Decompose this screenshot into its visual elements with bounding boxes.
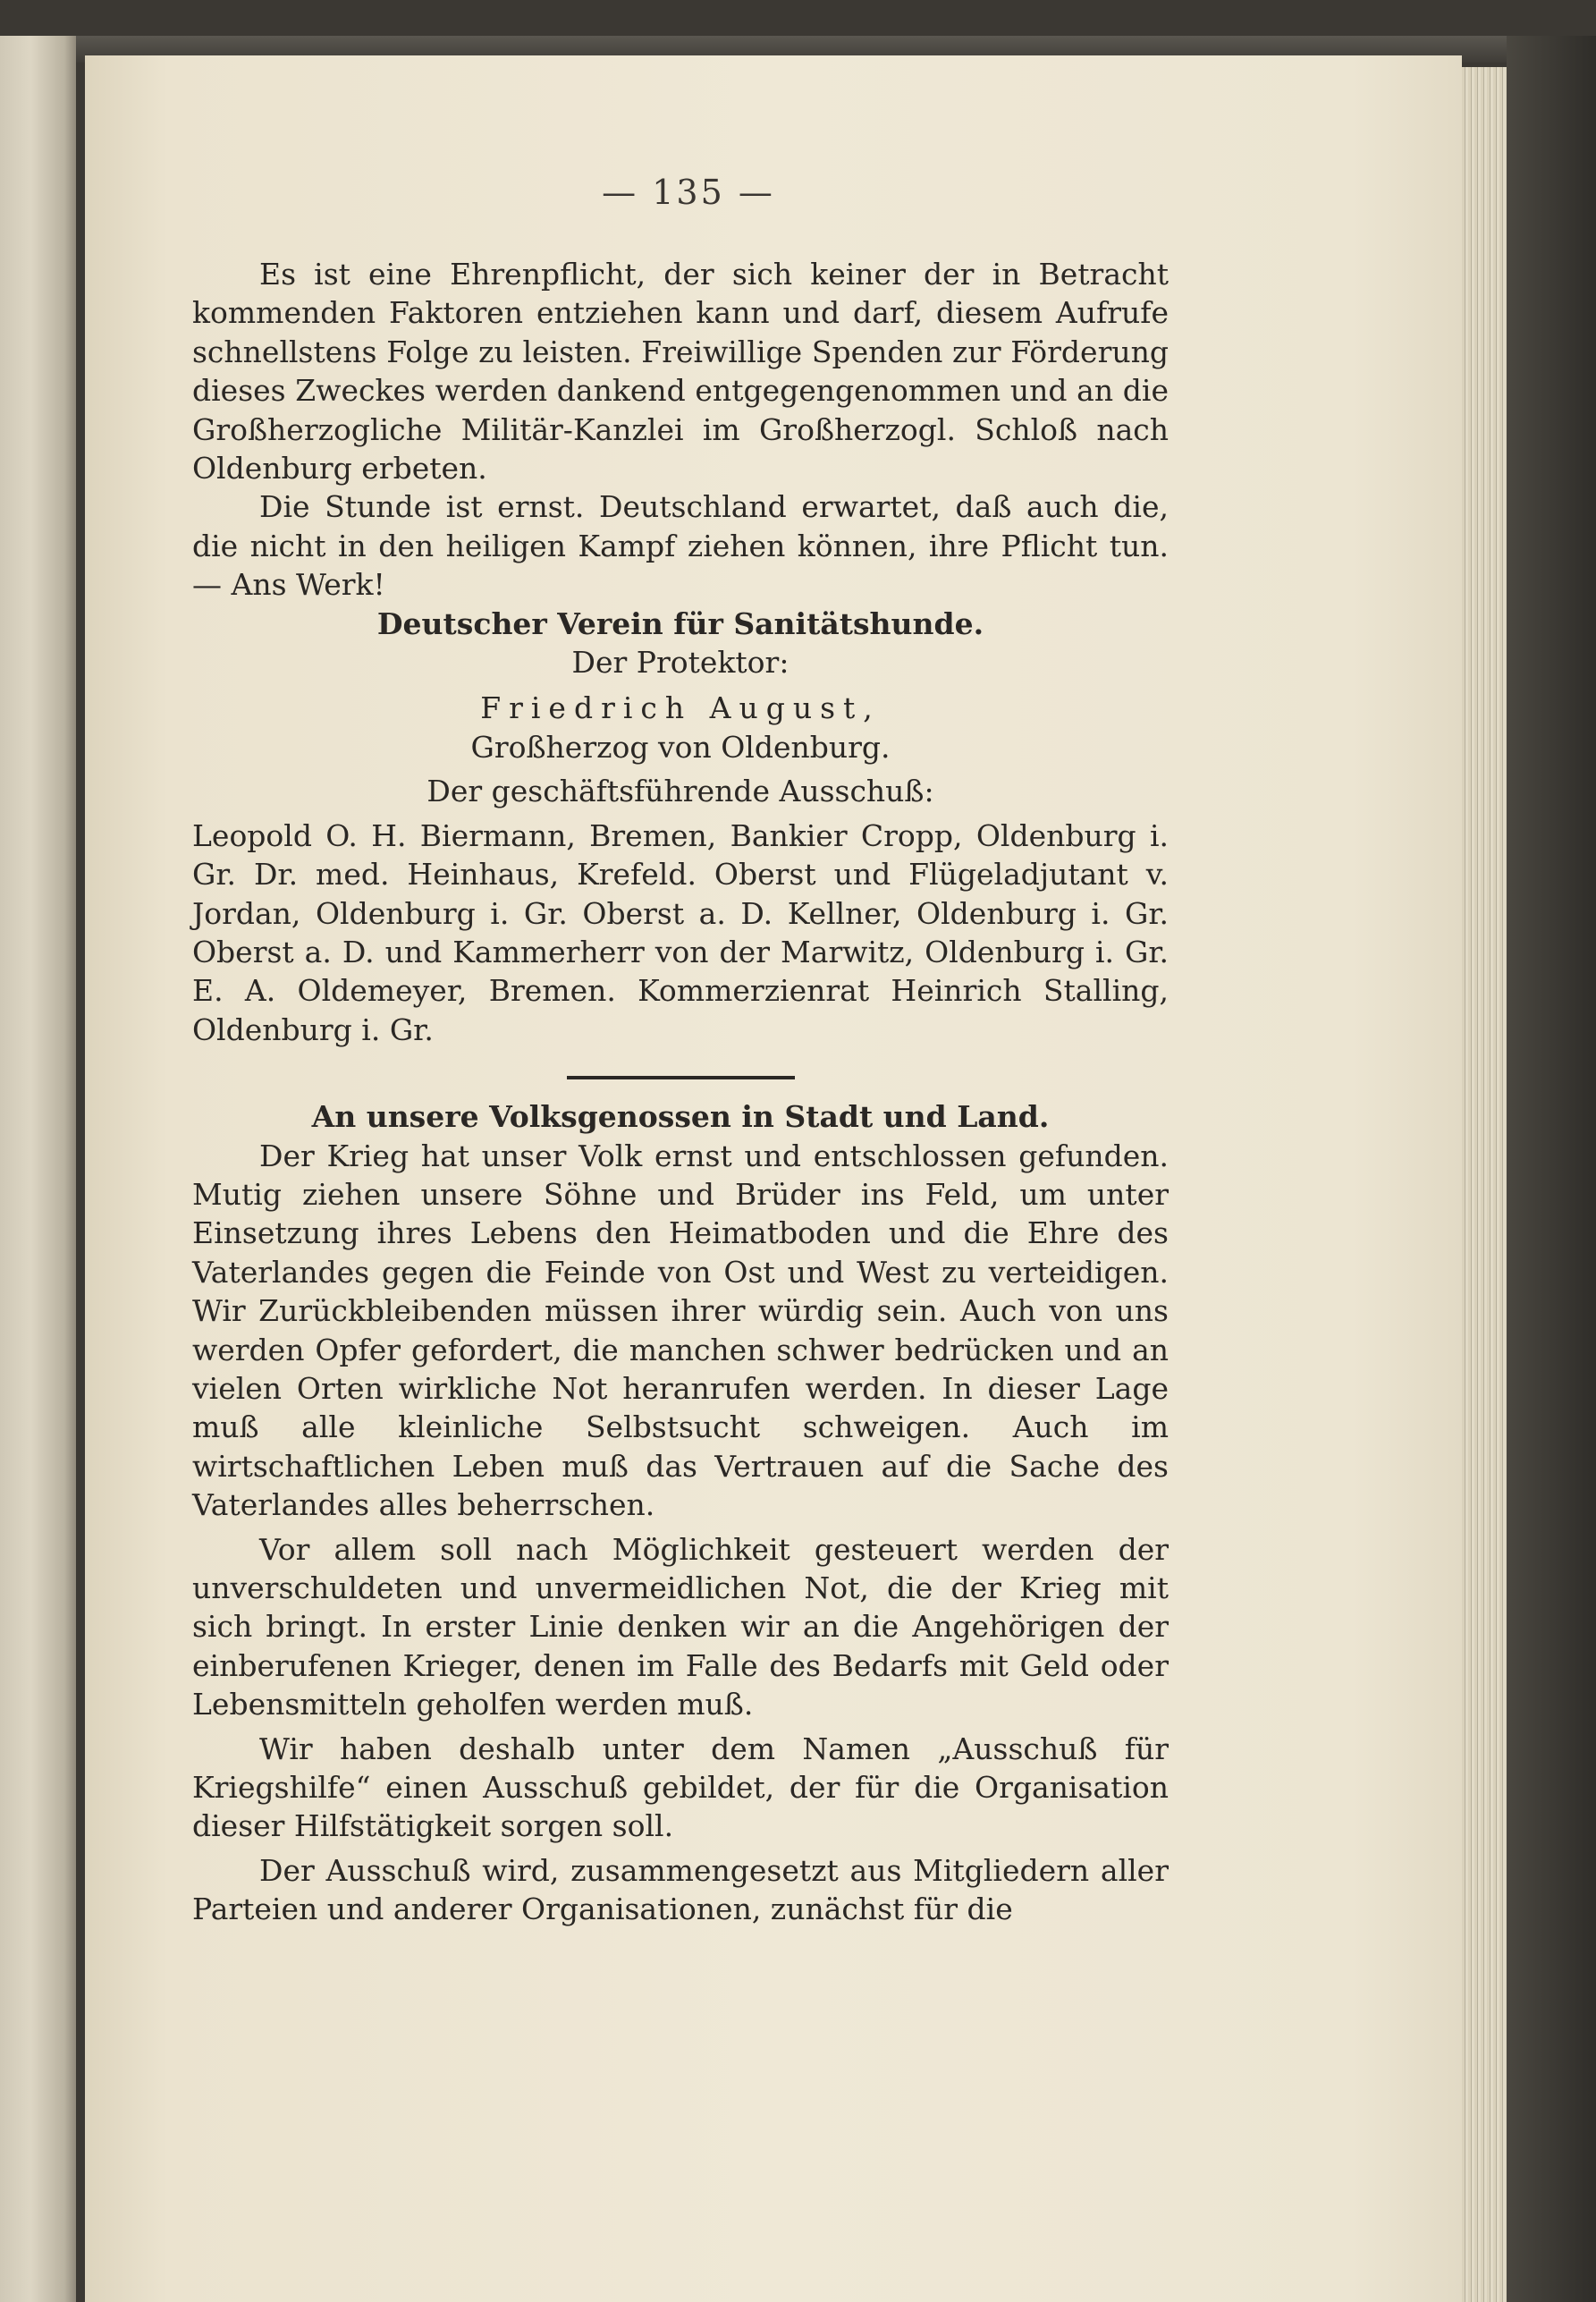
committee-members: Leopold O. H. Biermann, Bremen, Bankier Cropp, Oldenburg i. Gr. Dr. med. Heinhaus, Krefeld. Oberst und Flügeladjutant v. Jordan, Oldenburg i. Gr. Oberst a. D. Kellner, Oldenburg i. Gr. Oberst a. D. und Kammerherr von der Marwitz, Oldenburg i. Gr. E. A. Oldemeyer, Bremen. Kommerzienrat Heinrich Stalling, Oldenburg i. Gr.	[192, 817, 1169, 1047]
book-cover-right	[1507, 36, 1596, 2302]
paragraph: Der Krieg hat unser Volk ernst und entschlossen gefunden. Mutig ziehen unsere Söhne und Brüder ins Feld, um unter Einsetzung ihres Lebens den Heimatboden und die Ehre des Vaterlandes gegen die Feinde von Ost und West zu verteidigen. Wir Zurückbleibenden müssen ihrer würdig sein. Auch von uns werden Opfer gefordert, die manchen schwer bedrücken und an vielen Orten wirkliche Not heranrufen werden. In dieser Lage muß alle kleinliche Selbstsucht schweigen. Auch im wirtschaftlichen Leben muß das Vertrauen auf die Sache des Vaterlandes alles beherrschen.	[192, 1138, 1169, 1523]
org-title: Deutscher Verein für Sanitätshunde.	[376, 605, 984, 641]
section-title: An unsere Volksgenossen in Stadt und Land.	[311, 1099, 1050, 1135]
paragraph: Es ist eine Ehrenpflicht, der sich keiner der in Betracht kommenden Faktoren entziehen kann und darf, diesem Aufrufe schnellstens Folge zu leisten. Freiwillige Spenden zur Förderung dieses Zweckes werden dankend entgegengenommen und an die Großherzogliche Militär-Kanzlei im Großherzogl. Schloß nach Oldenburg erbeten.	[192, 257, 1169, 487]
paragraph: Die Stunde ist ernst. Deutschland erwartet, daß auch die, die nicht in den heiligen Kampf ziehen können, ihre Pflicht tun. — Ans Werk!	[192, 489, 1169, 603]
page-text	[192, 255, 1169, 1929]
paragraph: Der Ausschuß wird, zusammengesetzt aus Mitgliedern aller Parteien und anderer Organisationen, zunächst für die	[192, 1852, 1169, 1927]
protector-name: Friedrich August,	[480, 690, 881, 726]
committee-label: Der geschäftsführende Ausschuß:	[426, 774, 934, 809]
page-stack-edges	[1462, 67, 1507, 2302]
paragraph: Vor allem soll nach Möglichkeit gesteuert werden der unverschuldeten und unvermeidlichen Not, die der Krieg mit sich bringt. In erster Linie denken wir an die Angehörigen der einberufenen Krieger, denen im Falle des Bedarfs mit Geld oder Lebensmitteln geholfen werden muß.	[192, 1531, 1169, 1722]
paragraph: Wir haben deshalb unter dem Namen „Ausschuß für Kriegshilfe“ einen Ausschuß gebildet, der für die Organisation dieser Hilfstätigkeit sorgen soll.	[192, 1731, 1169, 1844]
protector-title: Großherzog von Oldenburg.	[470, 729, 891, 765]
protector-label: Der Protektor:	[571, 645, 790, 681]
left-page-edge	[0, 36, 76, 2302]
section-divider	[567, 1076, 795, 1079]
page-number: — 135 —	[602, 173, 775, 212]
